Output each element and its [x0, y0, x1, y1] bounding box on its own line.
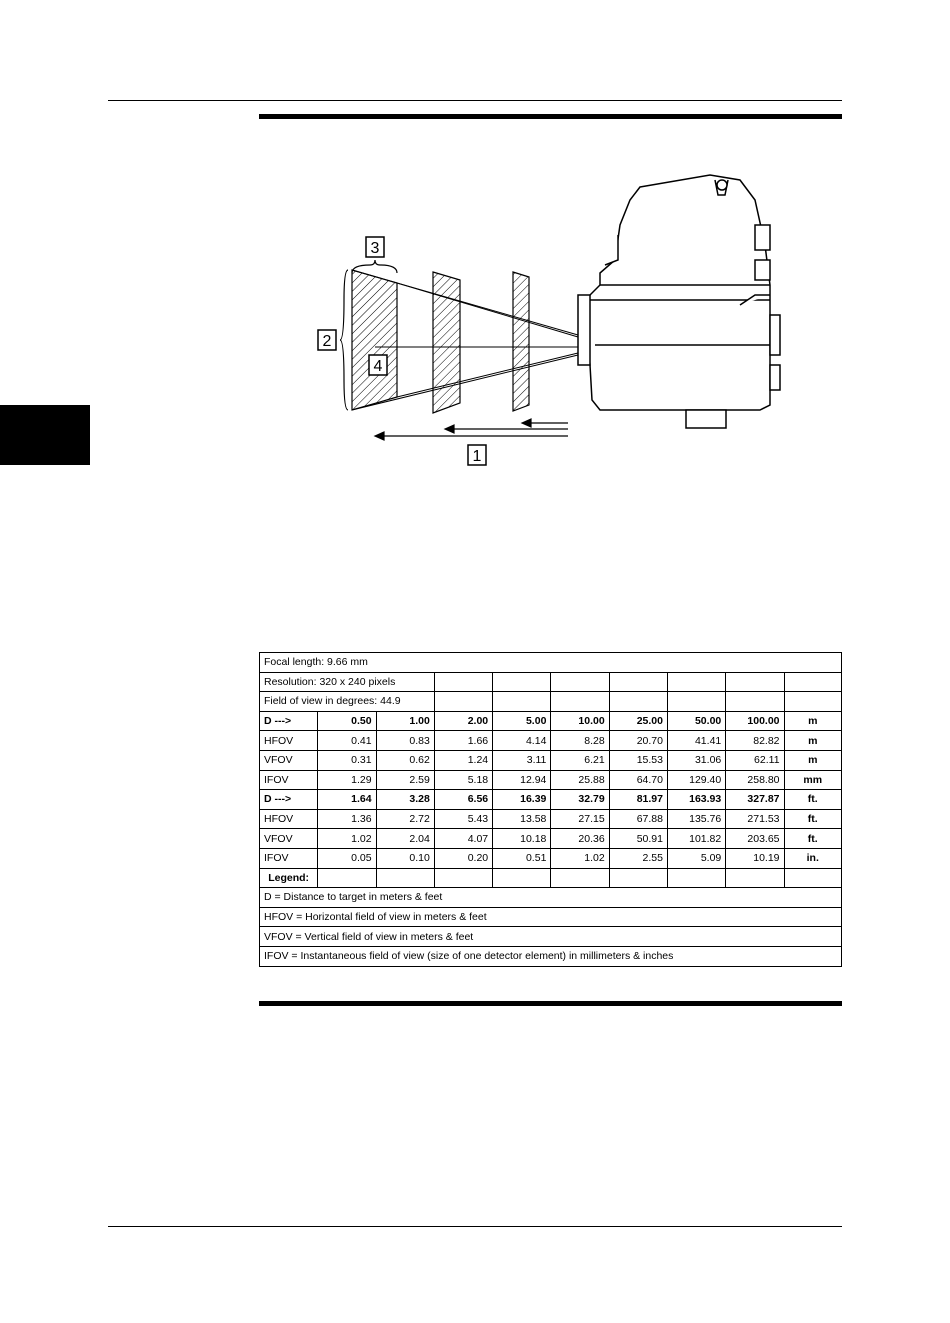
value-cell: 3.28: [376, 790, 434, 810]
value-cell: 82.82: [726, 731, 784, 751]
value-cell: 25.00: [609, 711, 667, 731]
value-cell: 1.29: [318, 770, 376, 790]
value-cell: 41.41: [667, 731, 725, 751]
unit-cell: mm: [784, 770, 841, 790]
table-row: [260, 790, 842, 810]
empty-cell: [609, 868, 667, 888]
table-row: [260, 731, 842, 751]
row-label-cell: D --->: [260, 711, 318, 731]
section-bottom-rule: [259, 1001, 842, 1006]
value-cell: 2.59: [376, 770, 434, 790]
legend-item-cell: D = Distance to target in meters & feet: [260, 888, 842, 908]
focal-length-cell: Focal length: 9.66 mm: [260, 653, 842, 673]
unit-cell: ft.: [784, 790, 841, 810]
value-cell: 129.40: [667, 770, 725, 790]
callout-1: [468, 445, 486, 465]
value-cell: 16.39: [493, 790, 551, 810]
unit-cell: in.: [784, 848, 841, 868]
value-cell: 4.14: [493, 731, 551, 751]
row-label-cell: IFOV: [260, 770, 318, 790]
near-target-plane: [513, 272, 529, 411]
empty-cell: [434, 868, 492, 888]
table-row: [260, 711, 842, 731]
empty-cell: [784, 672, 841, 692]
value-cell: 13.58: [493, 809, 551, 829]
legend-title-cell: Legend:: [260, 868, 318, 888]
unit-cell: m: [784, 731, 841, 751]
legend-item-row: [260, 888, 842, 908]
row-label-cell: D --->: [260, 790, 318, 810]
empty-cell: [609, 672, 667, 692]
table-header-row: [260, 672, 842, 692]
empty-cell: [493, 868, 551, 888]
camera-illustration: [578, 175, 780, 428]
value-cell: 0.20: [434, 848, 492, 868]
unit-cell: ft.: [784, 829, 841, 849]
value-cell: 135.76: [667, 809, 725, 829]
value-cell: 0.51: [493, 848, 551, 868]
header-rule: [108, 100, 842, 101]
field-of-view-cell: Field of view in degrees: 44.9: [260, 692, 435, 712]
far-target-plane: [352, 270, 397, 410]
legend-item-row: [260, 907, 842, 927]
value-cell: 2.00: [434, 711, 492, 731]
empty-cell: [551, 672, 609, 692]
value-cell: 327.87: [726, 790, 784, 810]
value-cell: 25.88: [551, 770, 609, 790]
empty-cell: [667, 692, 725, 712]
value-cell: 1.02: [551, 848, 609, 868]
value-cell: 64.70: [609, 770, 667, 790]
value-cell: 100.00: [726, 711, 784, 731]
value-cell: 2.04: [376, 829, 434, 849]
empty-cell: [551, 868, 609, 888]
value-cell: 10.19: [726, 848, 784, 868]
unit-cell: m: [784, 711, 841, 731]
svg-text:3: 3: [370, 240, 380, 257]
value-cell: 1.00: [376, 711, 434, 731]
unit-cell: m: [784, 750, 841, 770]
svg-text:4: 4: [373, 358, 383, 375]
value-cell: 15.53: [609, 750, 667, 770]
value-cell: 6.21: [551, 750, 609, 770]
row-label-cell: VFOV: [260, 829, 318, 849]
callout-2: [318, 330, 336, 350]
value-cell: 50.00: [667, 711, 725, 731]
empty-cell: [434, 672, 492, 692]
value-cell: 203.65: [726, 829, 784, 849]
table-row: [260, 770, 842, 790]
mid-target-plane: [433, 272, 460, 413]
value-cell: 5.43: [434, 809, 492, 829]
value-cell: 62.11: [726, 750, 784, 770]
row-label-cell: HFOV: [260, 809, 318, 829]
value-cell: 67.88: [609, 809, 667, 829]
value-cell: 1.64: [318, 790, 376, 810]
empty-cell: [318, 868, 376, 888]
legend-item-row: [260, 946, 842, 966]
resolution-cell: Resolution: 320 x 240 pixels: [260, 672, 435, 692]
value-cell: 6.56: [434, 790, 492, 810]
empty-cell: [551, 692, 609, 712]
value-cell: 0.62: [376, 750, 434, 770]
empty-cell: [376, 868, 434, 888]
empty-cell: [493, 692, 551, 712]
value-cell: 4.07: [434, 829, 492, 849]
table-header-row: [260, 653, 842, 673]
footer-rule: [108, 1226, 842, 1227]
value-cell: 10.18: [493, 829, 551, 849]
empty-cell: [726, 692, 784, 712]
value-cell: 31.06: [667, 750, 725, 770]
value-cell: 5.09: [667, 848, 725, 868]
legend-item-cell: VFOV = Vertical field of view in meters & feet: [260, 927, 842, 947]
value-cell: 0.41: [318, 731, 376, 751]
value-cell: 12.94: [493, 770, 551, 790]
empty-cell: [609, 692, 667, 712]
value-cell: 32.79: [551, 790, 609, 810]
row-label-cell: HFOV: [260, 731, 318, 751]
value-cell: 0.05: [318, 848, 376, 868]
fov-table: [259, 652, 842, 967]
table-header-row: [260, 692, 842, 712]
empty-cell: [434, 692, 492, 712]
empty-cell: [726, 672, 784, 692]
empty-cell: [726, 868, 784, 888]
target-planes: [352, 270, 529, 413]
legend-item-cell: HFOV = Horizontal field of view in meters & feet: [260, 907, 842, 927]
value-cell: 258.80: [726, 770, 784, 790]
value-cell: 163.93: [667, 790, 725, 810]
legend-item-row: [260, 927, 842, 947]
value-cell: 27.15: [551, 809, 609, 829]
svg-text:1: 1: [472, 448, 482, 465]
value-cell: 5.18: [434, 770, 492, 790]
section-top-rule: [259, 114, 842, 119]
value-cell: 81.97: [609, 790, 667, 810]
legend-item-cell: IFOV = Instantaneous field of view (size of one detector element) in millimeters & inches: [260, 946, 842, 966]
value-cell: 1.36: [318, 809, 376, 829]
empty-cell: [667, 672, 725, 692]
empty-cell: [784, 868, 841, 888]
empty-cell: [493, 672, 551, 692]
value-cell: 0.10: [376, 848, 434, 868]
value-cell: 2.72: [376, 809, 434, 829]
value-cell: 20.70: [609, 731, 667, 751]
value-cell: 1.66: [434, 731, 492, 751]
value-cell: 3.11: [493, 750, 551, 770]
field-of-view-diagram: [300, 165, 820, 475]
value-cell: 0.50: [318, 711, 376, 731]
callout-3: [366, 237, 384, 257]
value-cell: 10.00: [551, 711, 609, 731]
table-row: [260, 809, 842, 829]
value-cell: 271.53: [726, 809, 784, 829]
callout-4: [369, 355, 387, 375]
value-cell: 1.02: [318, 829, 376, 849]
table-row: [260, 848, 842, 868]
value-cell: 50.91: [609, 829, 667, 849]
row-label-cell: IFOV: [260, 848, 318, 868]
value-cell: 0.31: [318, 750, 376, 770]
empty-cell: [784, 692, 841, 712]
row-label-cell: VFOV: [260, 750, 318, 770]
value-cell: 101.82: [667, 829, 725, 849]
chapter-side-tab: [0, 405, 90, 465]
unit-cell: ft.: [784, 809, 841, 829]
value-cell: 8.28: [551, 731, 609, 751]
table-row: [260, 750, 842, 770]
svg-text:2: 2: [322, 333, 332, 350]
value-cell: 1.24: [434, 750, 492, 770]
value-cell: 2.55: [609, 848, 667, 868]
table-row: [260, 829, 842, 849]
empty-cell: [667, 868, 725, 888]
value-cell: 0.83: [376, 731, 434, 751]
distance-arrows: [375, 419, 568, 440]
value-cell: 20.36: [551, 829, 609, 849]
value-cell: 5.00: [493, 711, 551, 731]
legend-row: [260, 868, 842, 888]
